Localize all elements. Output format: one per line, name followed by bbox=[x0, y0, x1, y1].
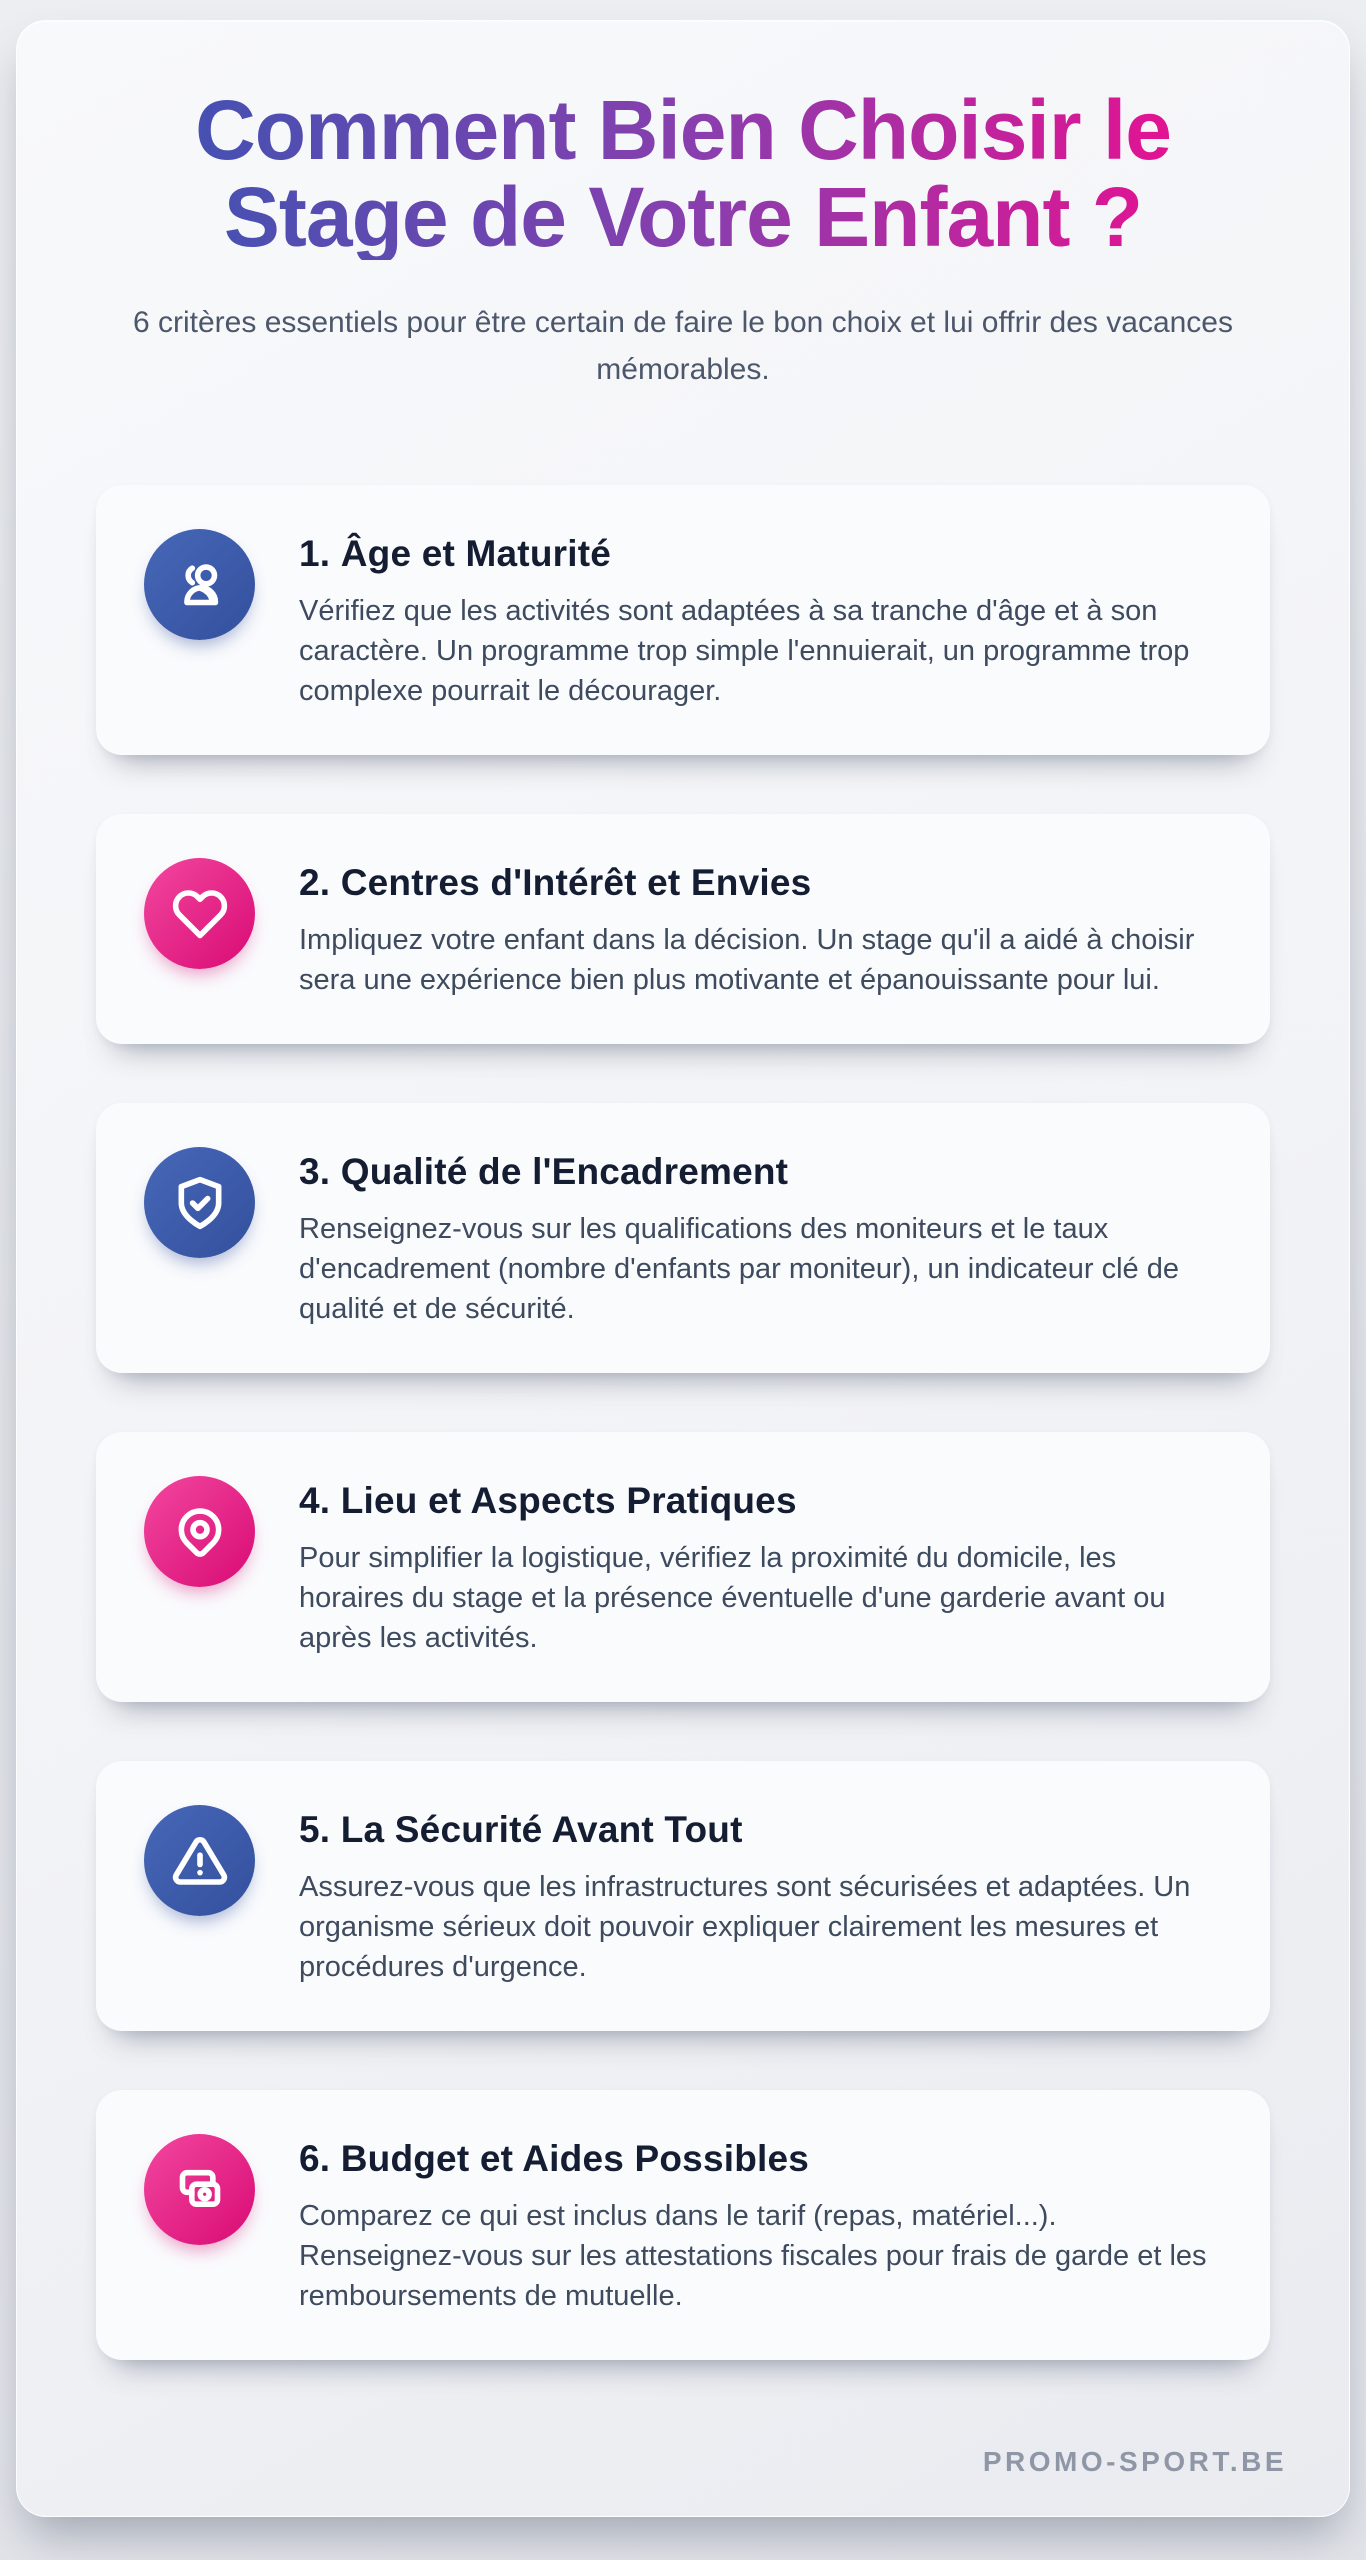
card-title: 2. Centres d'Intérêt et Envies bbox=[299, 862, 812, 904]
card-budget-aides bbox=[96, 2090, 1270, 2360]
card-content bbox=[299, 858, 1222, 1000]
card-title: 4. Lieu et Aspects Pratiques bbox=[299, 1480, 797, 1522]
card-body: Vérifiez que les activités sont adaptées à sa tranche d'âge et à son caractère. Un programme trop simple l'ennuierait, un programme trop complexe pourrait le décourager. bbox=[299, 595, 1190, 708]
card-title: 1. Âge et Maturité bbox=[299, 533, 611, 575]
card-lieu-pratique bbox=[96, 1432, 1270, 1702]
card-qualite-encadrement bbox=[96, 1103, 1270, 1373]
card-body: Pour simplifier la logistique, vérifiez la proximité du domicile, les horaires du stage et la présence éventuelle d'une garderie avant ou après les activités. bbox=[299, 1542, 1166, 1655]
card-content bbox=[299, 1805, 1222, 1987]
card-centres-interet bbox=[96, 814, 1270, 1044]
card-body: Impliquez votre enfant dans la décision. Un stage qu'il a aidé à choisir sera une expérience bien plus motivante et épanouissante pour lui. bbox=[299, 924, 1195, 997]
card-content bbox=[299, 2134, 1222, 2316]
card-content bbox=[299, 1476, 1222, 1658]
infographic-panel bbox=[16, 20, 1350, 2517]
card-title: 3. Qualité de l'Encadrement bbox=[299, 1151, 789, 1193]
shield-check-icon bbox=[144, 1147, 255, 1258]
criteria-card-list bbox=[69, 485, 1297, 2360]
card-title: 5. La Sécurité Avant Tout bbox=[299, 1809, 743, 1851]
page-title: Comment Bien Choisir le Stage de Votre Enfant ? bbox=[143, 87, 1223, 260]
card-body: Renseignez-vous sur les qualifications des moniteurs et le taux d'encadrement (nombre d'enfants par moniteur), un indicateur clé de qualité et de sécurité. bbox=[299, 1213, 1179, 1326]
card-age-maturite bbox=[96, 485, 1270, 755]
alert-triangle-icon bbox=[144, 1805, 255, 1916]
card-body: Comparez ce qui est inclus dans le tarif (repas, matériel...). Renseignez-vous sur les attestations fiscales pour frais de garde et les remboursements de mutuelle. bbox=[299, 2200, 1207, 2313]
card-content bbox=[299, 529, 1222, 711]
users-icon bbox=[144, 529, 255, 640]
footer-brand: PROMO-SPORT.BE bbox=[982, 2446, 1287, 2477]
card-securite bbox=[96, 1761, 1270, 2031]
banknotes-icon bbox=[144, 2134, 255, 2245]
map-pin-icon bbox=[144, 1476, 255, 1587]
card-content bbox=[299, 1147, 1222, 1329]
card-body: Assurez-vous que les infrastructures sont sécurisées et adaptées. Un organisme sérieux doit pouvoir expliquer clairement les mesures et procédures d'urgence. bbox=[299, 1871, 1191, 1984]
card-title: 6. Budget et Aides Possibles bbox=[299, 2138, 810, 2180]
page-subtitle: 6 critères essentiels pour être certain de faire le bon choix et lui offrir des vacances mémorables. bbox=[132, 306, 1233, 386]
heart-icon bbox=[144, 858, 255, 969]
